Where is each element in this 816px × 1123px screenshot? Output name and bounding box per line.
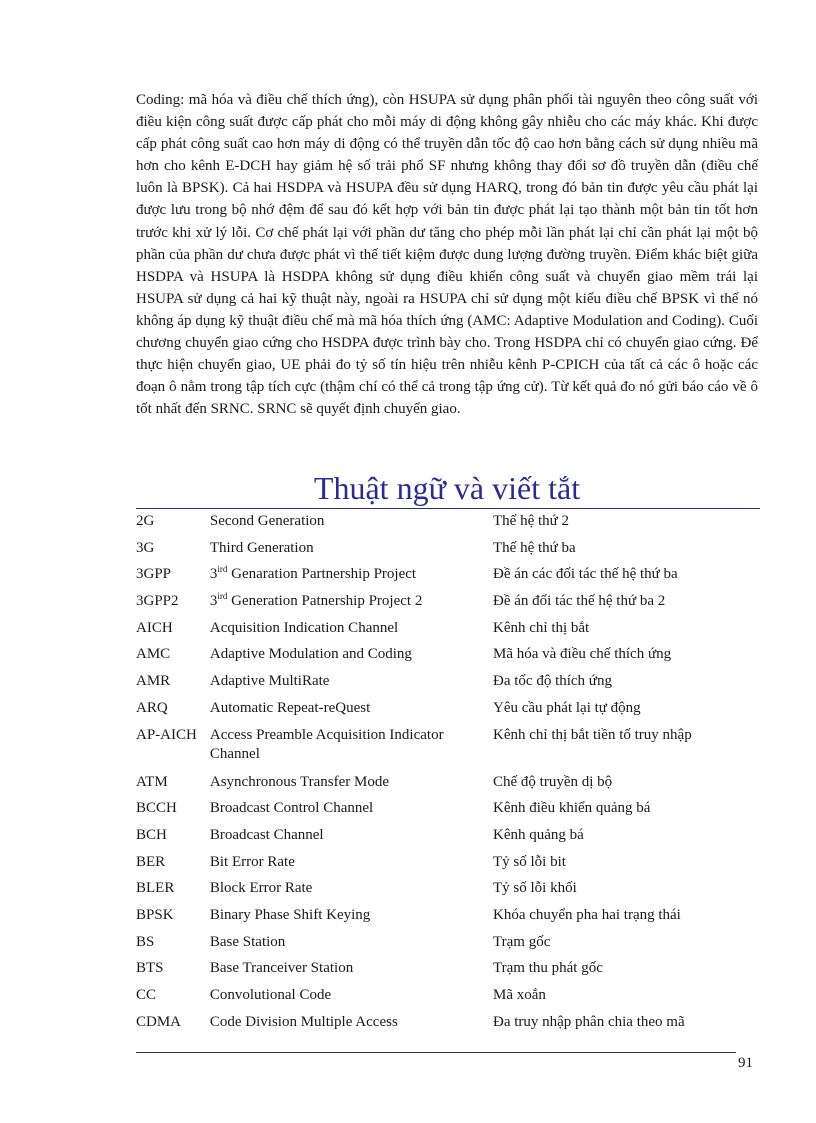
- table-row: [134, 799, 762, 826]
- term-english: Convolutional Code: [209, 987, 332, 1003]
- term-vietnamese: Mã hóa và điều chế thích ứng: [493, 646, 672, 663]
- term-english: Access Preamble Acquisition Indicator Channel: [209, 726, 444, 762]
- term-vietnamese: Đề án đối tác thế hệ thứ ba 2: [493, 593, 666, 610]
- term-english: Broadcast Control Channel: [209, 800, 374, 817]
- term-english: Binary Phase Shift Keying: [209, 906, 371, 923]
- table-row: [134, 512, 762, 539]
- term-abbreviation: CC: [136, 987, 157, 1003]
- term-vietnamese: Mã xoắn: [493, 987, 546, 1003]
- term-abbreviation: 3GPP2: [136, 593, 179, 610]
- term-vietnamese: Tỷ số lỗi bit: [493, 853, 566, 870]
- term-vietnamese: Kênh chỉ thị bắt tiền tố truy nhập: [493, 726, 692, 743]
- term-english: Base Station: [209, 933, 286, 950]
- term-english-rest: Genaration Partnership Project: [227, 566, 417, 583]
- term-abbreviation: ARQ: [136, 699, 168, 716]
- table-row: [134, 879, 762, 906]
- body-paragraph: Coding: mã hóa và điều chế thích ứng), còn HSUPA sử dụng phân phối tài nguyên theo công suất với điều kiện công suất được cấp phát cho mỗi máy di động không gây nhiễu cho các máy khác. Khi được cấp phát công suất cao hơn máy di động có thể truyền dẫn tốc độ cao hơn bằng cách sử dụng nhiều mã hơn cho kênh E-DCH hay giảm hệ số trải phổ SF nhưng không thay đổi sơ đồ truyền dẫn (điều chế luôn là BPSK). Cả hai HSDPA và HSUPA đều sử dụng HARQ, trong đó bản tin được yêu cầu phát lại được lưu trong bộ nhớ đệm để sau đó kết hợp với bản tin được phát lại tạo thành một bản tin tốt hơn trước khi xử lý lỗi. Cơ chế phát lại với phần dư tăng cho phép mỗi lần phát lại chỉ cần phát lại một bộ phần của phần dư chưa được phát vì thế tiết kiệm được dung lượng đường truyền. Điểm khác biệt giữa HSDPA và HSUPA là HSDPA không sử dụng điều khiển công suất và chuyển giao mềm trái lại HSUPA sử dụng cả hai kỹ thuật này, ngoài ra HSUPA chỉ sử dụng một kiểu điều chế BPSK vì thế nó không áp dụng kỹ thuật điều chế mà mã hóa thích ứng (AMC: Adaptive Modulation and Coding). Cuối chương chuyển giao cứng cho HSDPA được trình bày cho. Trong HSDPA chỉ có chuyển giao cứng. Để thực hiện chuyển giao, UE phải đo tỷ số tín hiệu trên nhiễu kênh P-CPICH của tất cả các ô hoặc các đoạn ô nằm trong tập tích cực (thậm chí có thể cả trong tập ứng cử). Từ kết quả đo nó gửi báo cáo về ô tốt nhất đến SRNC. SRNC sẽ quyết định chuyển giao.: [136, 92, 758, 418]
- glossary-table: [134, 512, 762, 1039]
- term-abbreviation: AMC: [136, 646, 171, 663]
- term-vietnamese: Đa tốc độ thích ứng: [493, 673, 612, 690]
- term-english: [208, 565, 491, 592]
- term-english: Bit Error Rate: [209, 853, 295, 870]
- table-row: [134, 565, 762, 592]
- table-row: [134, 699, 762, 726]
- ordinal-number: 3: [209, 566, 218, 583]
- table-row: [134, 539, 762, 566]
- term-abbreviation: 3GPP: [136, 566, 172, 583]
- term-english: Automatic Repeat-reQuest: [209, 699, 371, 716]
- table-row: [134, 592, 762, 619]
- term-vietnamese: Kênh chỉ thị bắt: [493, 619, 590, 636]
- term-english: Block Error Rate: [209, 880, 313, 897]
- term-vietnamese: Đa truy nhập phân chia theo mã: [493, 1013, 685, 1030]
- term-vietnamese: Trạm gốc: [493, 933, 551, 950]
- term-english: Adaptive Modulation and Coding: [209, 646, 412, 663]
- term-vietnamese: Yêu cầu phát lại tự động: [493, 699, 641, 716]
- ordinal-suffix: ird: [217, 564, 228, 575]
- term-vietnamese: Kênh điều khiển quảng bá: [493, 800, 651, 817]
- term-vietnamese: Tỷ số lỗi khối: [493, 880, 577, 897]
- term-vietnamese: Đề án các đối tác thế hệ thứ ba: [493, 566, 678, 583]
- ordinal-number: 3: [209, 593, 218, 610]
- term-english: Broadcast Channel: [209, 826, 324, 843]
- term-english: Third Generation: [209, 539, 314, 556]
- term-english: Acquisition Indication Channel: [209, 619, 399, 636]
- term-abbreviation: BCH: [136, 826, 167, 843]
- footer-divider: [136, 1052, 736, 1053]
- term-english: [208, 592, 491, 619]
- term-abbreviation: BPSK: [136, 906, 174, 923]
- term-vietnamese: Trạm thu phát gốc: [493, 960, 603, 977]
- table-row: [134, 906, 762, 933]
- section-title: Thuật ngữ và viết tắt: [313, 470, 581, 506]
- term-english: Second Generation: [209, 513, 325, 529]
- term-abbreviation: BCCH: [136, 800, 177, 817]
- term-abbreviation: AMR: [136, 673, 171, 690]
- title-divider: [136, 508, 760, 509]
- term-abbreviation: AP-AICH: [136, 726, 197, 743]
- term-english: Adaptive MultiRate: [209, 673, 330, 690]
- term-abbreviation: ATM: [136, 773, 168, 790]
- term-abbreviation: BER: [136, 853, 166, 870]
- page-number: 91: [738, 1055, 753, 1071]
- term-english: Code Division Multiple Access: [209, 1013, 398, 1030]
- table-row: [134, 959, 762, 986]
- term-abbreviation: CDMA: [136, 1013, 182, 1030]
- term-english: Base Tranceiver Station: [209, 960, 354, 977]
- ordinal-suffix: ird: [217, 591, 228, 602]
- term-abbreviation: 2G: [136, 513, 155, 529]
- term-abbreviation: BLER: [136, 880, 175, 897]
- table-row: [134, 986, 762, 1013]
- term-english-rest: Generation Patnership Project 2: [227, 593, 423, 610]
- term-vietnamese: Thế hệ thứ 2: [493, 513, 570, 529]
- table-row: [134, 933, 762, 960]
- term-abbreviation: 3G: [136, 539, 155, 556]
- table-row: [134, 672, 762, 699]
- table-row: [134, 773, 762, 800]
- table-row: [134, 619, 762, 646]
- term-abbreviation: BTS: [136, 960, 164, 977]
- term-vietnamese: Thế hệ thứ ba: [493, 539, 576, 556]
- table-row: [134, 853, 762, 880]
- term-vietnamese: Khóa chuyển pha hai trạng thái: [493, 906, 681, 923]
- table-row: [134, 826, 762, 853]
- term-vietnamese: Kênh quảng bá: [493, 826, 584, 843]
- table-row: [134, 1013, 762, 1040]
- term-vietnamese: Chế độ truyền dị bộ: [493, 773, 613, 790]
- term-abbreviation: AICH: [136, 619, 173, 636]
- term-english: Asynchronous Transfer Mode: [209, 773, 390, 790]
- table-row: [134, 726, 762, 773]
- term-abbreviation: BS: [136, 933, 155, 950]
- table-row: [134, 645, 762, 672]
